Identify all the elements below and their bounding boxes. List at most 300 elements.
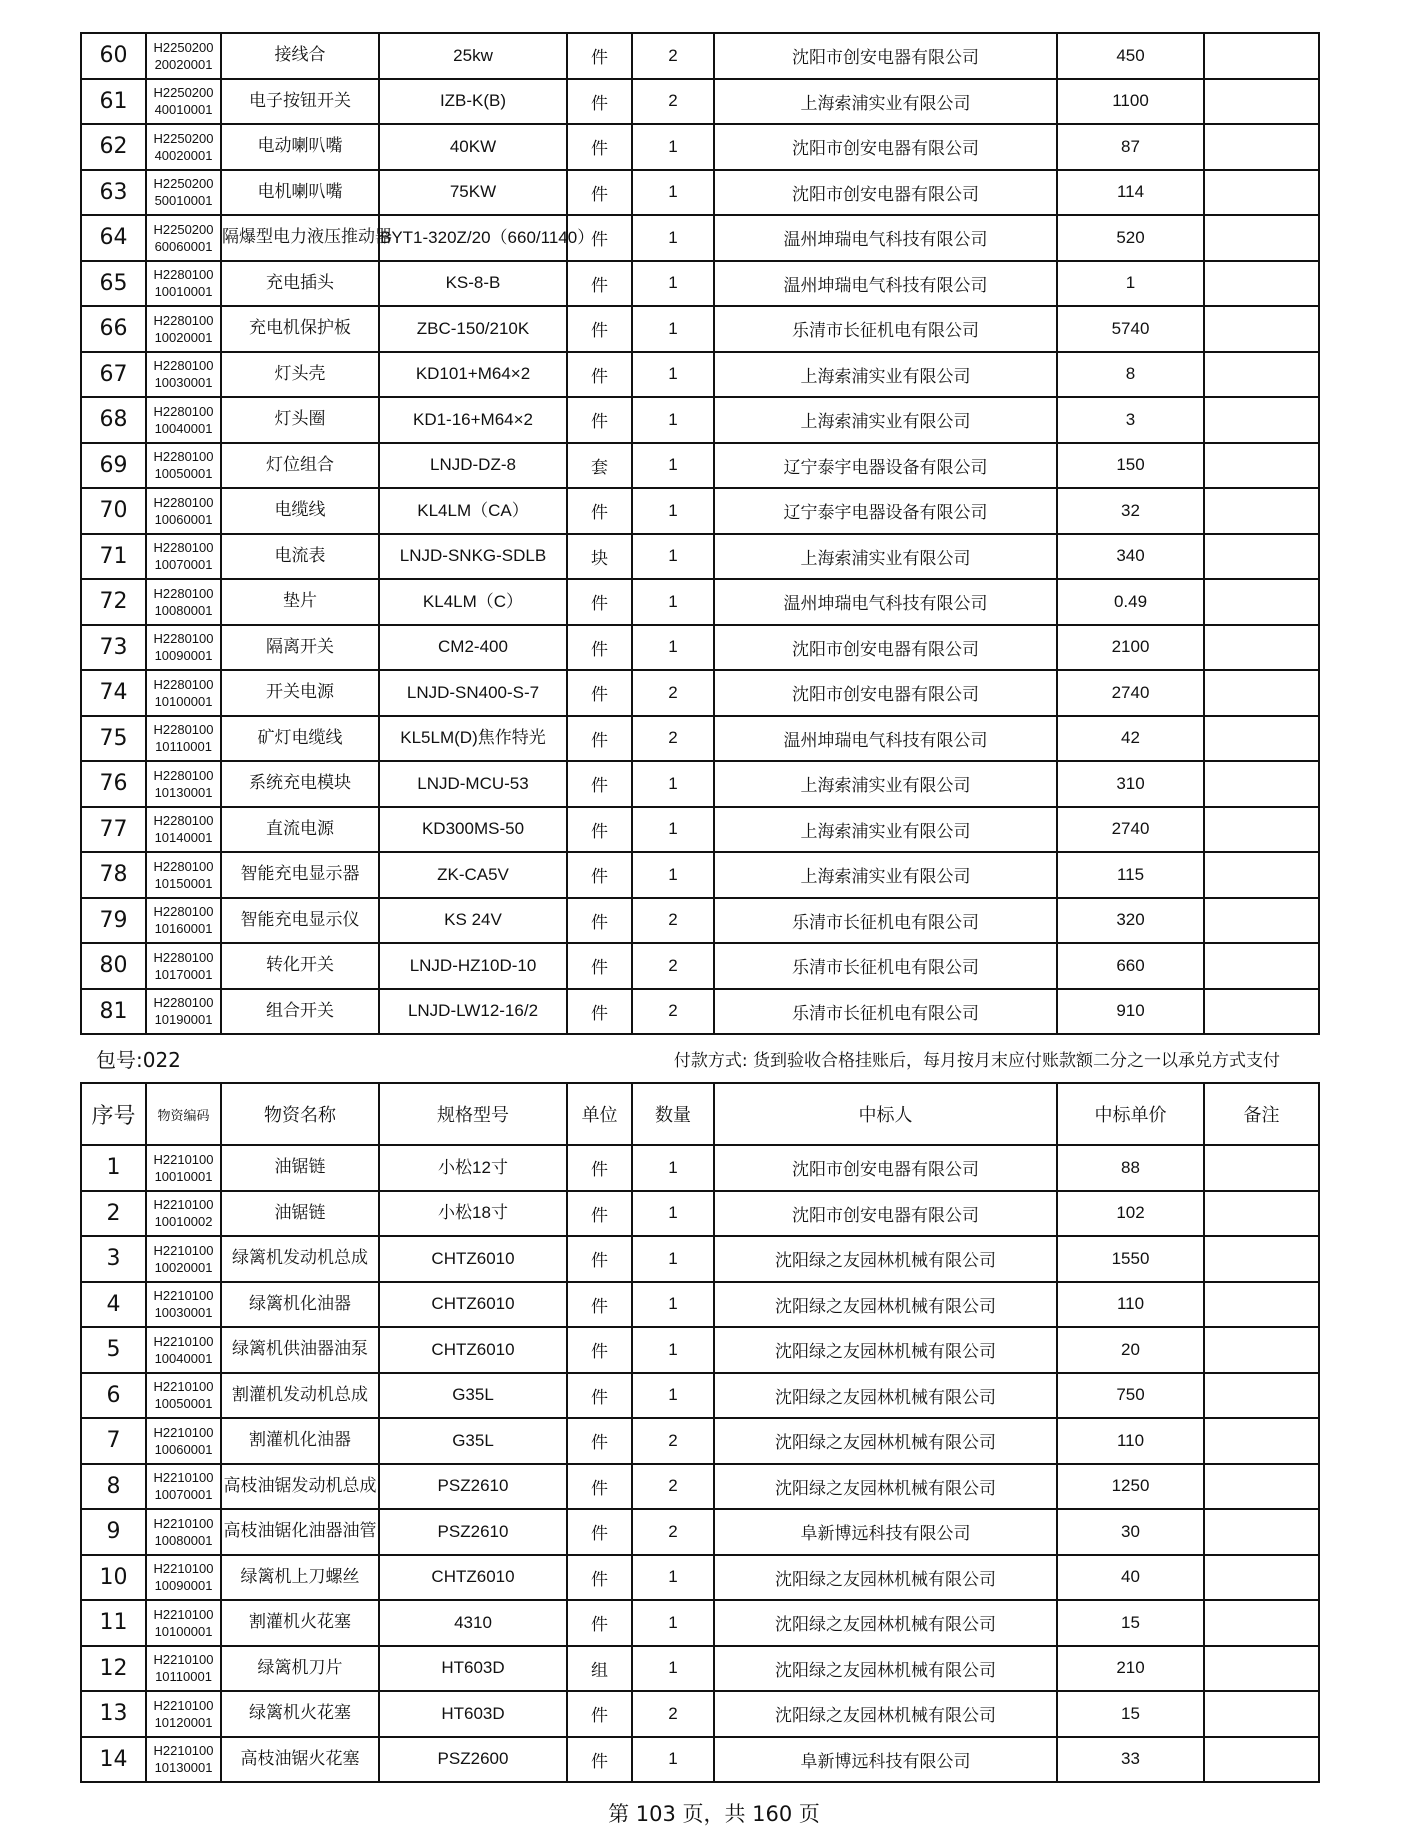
cell-price: 40 (1057, 1555, 1204, 1601)
cell-remark (1204, 170, 1319, 216)
cell-code (146, 1373, 221, 1419)
cell-name: 直流电源 (221, 807, 379, 853)
cell-code (146, 579, 221, 625)
code-line-2: 10020001 (154, 329, 213, 345)
cell-remark (1204, 943, 1319, 989)
header-code: 物资编码 (146, 1083, 221, 1145)
cell-spec: LNJD-MCU-53 (379, 761, 567, 807)
code-line-1: H2210100 (153, 1288, 214, 1304)
cell-unit: 件 (567, 1327, 632, 1373)
cell-seq: 7 (81, 1418, 146, 1464)
cell-seq: 73 (81, 625, 146, 671)
code-line-1: H2210100 (153, 1652, 214, 1668)
cell-price: 1550 (1057, 1236, 1204, 1282)
cell-qty: 2 (632, 943, 714, 989)
cell-unit: 件 (567, 170, 632, 216)
cell-seq: 68 (81, 397, 146, 443)
code-line-2: 10030001 (154, 1305, 213, 1321)
cell-name: 割灌机发动机总成 (221, 1373, 379, 1419)
cell-name: 充电插头 (221, 261, 379, 307)
cell-winner: 阜新博远科技有限公司 (714, 1509, 1057, 1555)
code-line-2: 10140001 (154, 830, 213, 846)
cell-price: 2100 (1057, 625, 1204, 671)
cell-seq: 9 (81, 1509, 146, 1555)
cell-seq: 67 (81, 352, 146, 398)
cell-name: 绿篱机化油器 (221, 1282, 379, 1328)
cell-remark (1204, 124, 1319, 170)
cell-unit: 件 (567, 1600, 632, 1646)
code-line-1: H2280100 (153, 767, 214, 783)
table-row (81, 306, 1319, 352)
code-line-1: H2210100 (153, 1333, 214, 1349)
cell-remark (1204, 1600, 1319, 1646)
cell-unit: 件 (567, 79, 632, 125)
cell-code (146, 534, 221, 580)
cell-price: 110 (1057, 1282, 1204, 1328)
cell-unit: 件 (567, 852, 632, 898)
cell-winner: 温州坤瑞电气科技有限公司 (714, 579, 1057, 625)
code-line-1: H2280100 (153, 631, 214, 647)
cell-name: 灯头壳 (221, 352, 379, 398)
cell-qty: 1 (632, 124, 714, 170)
header-spec: 规格型号 (379, 1083, 567, 1145)
cell-seq: 66 (81, 306, 146, 352)
cell-winner: 辽宁泰宇电器设备有限公司 (714, 488, 1057, 534)
code-line-2: 10110001 (155, 1669, 212, 1685)
table-row (81, 79, 1319, 125)
cell-unit: 件 (567, 124, 632, 170)
code-line-2: 10120001 (154, 1714, 213, 1730)
code-line-2: 10080001 (154, 602, 213, 618)
table-header-row (81, 1083, 1319, 1145)
cell-unit: 件 (567, 579, 632, 625)
cell-code (146, 1737, 221, 1783)
cell-price: 30 (1057, 1509, 1204, 1555)
cell-remark (1204, 989, 1319, 1035)
table-row (81, 352, 1319, 398)
cell-spec: KD300MS-50 (379, 807, 567, 853)
code-line-2: 20020001 (154, 56, 213, 72)
cell-unit: 件 (567, 488, 632, 534)
cell-seq: 1 (81, 1145, 146, 1191)
cell-qty: 2 (632, 1464, 714, 1510)
cell-price: 110 (1057, 1418, 1204, 1464)
cell-unit: 件 (567, 1236, 632, 1282)
cell-price: 88 (1057, 1145, 1204, 1191)
cell-qty: 1 (632, 761, 714, 807)
cell-remark (1204, 716, 1319, 762)
cell-spec: CHTZ6010 (379, 1327, 567, 1373)
cell-remark (1204, 79, 1319, 125)
cell-spec: CM2-400 (379, 625, 567, 671)
code-line-2: 10100001 (154, 1623, 213, 1639)
cell-remark (1204, 625, 1319, 671)
cell-code (146, 124, 221, 170)
cell-qty: 2 (632, 898, 714, 944)
cell-qty: 1 (632, 852, 714, 898)
cell-price: 87 (1057, 124, 1204, 170)
cell-winner: 沈阳绿之友园林机械有限公司 (714, 1646, 1057, 1692)
cell-code (146, 488, 221, 534)
cell-winner: 乐清市长征机电有限公司 (714, 943, 1057, 989)
cell-winner: 阜新博远科技有限公司 (714, 1737, 1057, 1783)
cell-unit: 件 (567, 352, 632, 398)
code-line-2: 10040001 (154, 420, 213, 436)
cell-unit: 件 (567, 261, 632, 307)
code-line-2: 10130001 (154, 1760, 213, 1776)
cell-remark (1204, 1646, 1319, 1692)
table-row (81, 670, 1319, 716)
cell-price: 2740 (1057, 670, 1204, 716)
code-line-1: H2280100 (153, 267, 214, 283)
cell-price: 15 (1057, 1691, 1204, 1737)
header-unit: 单位 (567, 1083, 632, 1145)
cell-code (146, 1327, 221, 1373)
cell-qty: 1 (632, 306, 714, 352)
code-line-1: H2250200 (153, 39, 214, 55)
cell-remark (1204, 443, 1319, 489)
cell-name: 电流表 (221, 534, 379, 580)
cell-seq: 60 (81, 33, 146, 79)
cell-remark (1204, 1373, 1319, 1419)
cell-remark (1204, 761, 1319, 807)
cell-remark (1204, 1555, 1319, 1601)
cell-qty: 2 (632, 79, 714, 125)
code-line-1: H2280100 (153, 312, 214, 328)
cell-unit: 件 (567, 716, 632, 762)
code-line-2: 10060001 (154, 1441, 213, 1457)
cell-remark (1204, 1418, 1319, 1464)
cell-name: 转化开关 (221, 943, 379, 989)
cell-spec: 25kw (379, 33, 567, 79)
cell-name: 智能充电显示器 (221, 852, 379, 898)
cell-winner: 上海索浦实业有限公司 (714, 534, 1057, 580)
cell-seq: 72 (81, 579, 146, 625)
cell-qty: 1 (632, 1236, 714, 1282)
code-line-2: 10070001 (154, 1487, 213, 1503)
cell-spec: G35L (379, 1373, 567, 1419)
cell-seq: 11 (81, 1600, 146, 1646)
cell-winner: 沈阳市创安电器有限公司 (714, 124, 1057, 170)
cell-seq: 65 (81, 261, 146, 307)
cell-seq: 2 (81, 1191, 146, 1237)
code-line-1: H2210100 (153, 1424, 214, 1440)
cell-price: 310 (1057, 761, 1204, 807)
code-line-1: H2280100 (153, 995, 214, 1011)
cell-qty: 1 (632, 1373, 714, 1419)
code-line-2: 10050001 (154, 466, 213, 482)
code-line-1: H2280100 (153, 858, 214, 874)
code-line-2: 10050001 (154, 1396, 213, 1412)
cell-spec: KD101+M64×2 (379, 352, 567, 398)
cell-spec: LNJD-DZ-8 (379, 443, 567, 489)
cell-seq: 81 (81, 989, 146, 1035)
code-line-2: 60060001 (154, 238, 213, 254)
cell-name: 电机喇叭嘴 (221, 170, 379, 216)
cell-seq: 61 (81, 79, 146, 125)
cell-unit: 件 (567, 215, 632, 261)
cell-unit: 件 (567, 989, 632, 1035)
cell-code (146, 1555, 221, 1601)
table-row (81, 1191, 1319, 1237)
code-line-1: H2250200 (153, 176, 214, 192)
cell-unit: 件 (567, 397, 632, 443)
cell-remark (1204, 1509, 1319, 1555)
cell-name: 开关电源 (221, 670, 379, 716)
cell-winner: 沈阳市创安电器有限公司 (714, 1145, 1057, 1191)
cell-spec: 40KW (379, 124, 567, 170)
cell-spec: CHTZ6010 (379, 1236, 567, 1282)
cell-remark (1204, 1191, 1319, 1237)
table-row (81, 761, 1319, 807)
cell-seq: 78 (81, 852, 146, 898)
cell-winner: 温州坤瑞电气科技有限公司 (714, 261, 1057, 307)
code-line-2: 40020001 (154, 147, 213, 163)
cell-price: 42 (1057, 716, 1204, 762)
cell-unit: 件 (567, 33, 632, 79)
table-row (81, 1236, 1319, 1282)
cell-seq: 80 (81, 943, 146, 989)
cell-qty: 2 (632, 670, 714, 716)
cell-remark (1204, 1145, 1319, 1191)
header-name: 物资名称 (221, 1083, 379, 1145)
cell-unit: 件 (567, 1737, 632, 1783)
cell-spec: G35L (379, 1418, 567, 1464)
table-row (81, 124, 1319, 170)
table-row (81, 1600, 1319, 1646)
items-table-top (80, 32, 1320, 1035)
table-row (81, 989, 1319, 1035)
page-footer: 第 103 页，共 160 页 (608, 1802, 820, 1826)
code-line-1: H2280100 (153, 494, 214, 510)
cell-price: 20 (1057, 1327, 1204, 1373)
cell-remark (1204, 33, 1319, 79)
cell-code (146, 716, 221, 762)
header-remark: 备注 (1204, 1083, 1319, 1145)
code-line-2: 10160001 (154, 921, 213, 937)
table-row (81, 1282, 1319, 1328)
cell-name: 垫片 (221, 579, 379, 625)
cell-name: 隔离开关 (221, 625, 379, 671)
cell-name: 系统充电模块 (221, 761, 379, 807)
code-line-1: H2210100 (153, 1743, 214, 1759)
cell-name: 矿灯电缆线 (221, 716, 379, 762)
cell-seq: 64 (81, 215, 146, 261)
cell-unit: 件 (567, 943, 632, 989)
cell-winner: 沈阳绿之友园林机械有限公司 (714, 1464, 1057, 1510)
cell-price: 660 (1057, 943, 1204, 989)
cell-code (146, 79, 221, 125)
cell-name: 高枝油锯火花塞 (221, 1737, 379, 1783)
cell-name: 电子按钮开关 (221, 79, 379, 125)
cell-code (146, 261, 221, 307)
cell-spec: 小松18寸 (379, 1191, 567, 1237)
code-line-1: H2210100 (153, 1151, 214, 1167)
cell-remark (1204, 1464, 1319, 1510)
table-row (81, 1145, 1319, 1191)
code-line-2: 40010001 (154, 102, 213, 118)
code-line-2: 10090001 (154, 1578, 213, 1594)
cell-name: 灯头圈 (221, 397, 379, 443)
cell-name: 接线合 (221, 33, 379, 79)
cell-price: 32 (1057, 488, 1204, 534)
cell-remark (1204, 579, 1319, 625)
table-row (81, 261, 1319, 307)
cell-winner: 辽宁泰宇电器设备有限公司 (714, 443, 1057, 489)
code-line-1: H2280100 (153, 722, 214, 738)
cell-winner: 沈阳绿之友园林机械有限公司 (714, 1373, 1057, 1419)
cell-remark (1204, 1282, 1319, 1328)
cell-spec: ZBC-150/210K (379, 306, 567, 352)
cell-qty: 2 (632, 1691, 714, 1737)
code-line-2: 10190001 (154, 1012, 213, 1028)
cell-seq: 62 (81, 124, 146, 170)
cell-seq: 77 (81, 807, 146, 853)
cell-code (146, 397, 221, 443)
cell-spec: PSZ2600 (379, 1737, 567, 1783)
cell-code (146, 306, 221, 352)
cell-seq: 12 (81, 1646, 146, 1692)
code-line-1: H2210100 (153, 1379, 214, 1395)
cell-name: 绿篱机上刀螺丝 (221, 1555, 379, 1601)
cell-qty: 2 (632, 1418, 714, 1464)
cell-code (146, 761, 221, 807)
cell-qty: 1 (632, 397, 714, 443)
cell-unit: 件 (567, 1418, 632, 1464)
cell-code (146, 1464, 221, 1510)
cell-seq: 4 (81, 1282, 146, 1328)
code-line-2: 10030001 (154, 375, 213, 391)
cell-seq: 79 (81, 898, 146, 944)
cell-seq: 69 (81, 443, 146, 489)
cell-winner: 沈阳市创安电器有限公司 (714, 170, 1057, 216)
cell-unit: 件 (567, 1509, 632, 1555)
cell-spec: IZB-K(B) (379, 79, 567, 125)
cell-price: 910 (1057, 989, 1204, 1035)
table-row (81, 1509, 1319, 1555)
cell-qty: 1 (632, 443, 714, 489)
cell-qty: 1 (632, 625, 714, 671)
cell-price: 450 (1057, 33, 1204, 79)
cell-winner: 乐清市长征机电有限公司 (714, 306, 1057, 352)
cell-spec: KS 24V (379, 898, 567, 944)
cell-code (146, 625, 221, 671)
cell-spec: LNJD-SNKG-SDLB (379, 534, 567, 580)
cell-seq: 14 (81, 1737, 146, 1783)
cell-code (146, 852, 221, 898)
cell-spec: KL4LM（CA） (379, 488, 567, 534)
cell-qty: 1 (632, 1646, 714, 1692)
cell-price: 1250 (1057, 1464, 1204, 1510)
cell-remark (1204, 352, 1319, 398)
cell-remark (1204, 1691, 1319, 1737)
cell-spec: CHTZ6010 (379, 1282, 567, 1328)
table-row (81, 852, 1319, 898)
cell-price: 114 (1057, 170, 1204, 216)
cell-qty: 1 (632, 1327, 714, 1373)
cell-code (146, 1646, 221, 1692)
cell-name: 智能充电显示仪 (221, 898, 379, 944)
code-line-1: H2280100 (153, 358, 214, 374)
code-line-1: H2210100 (153, 1242, 214, 1258)
code-line-1: H2250200 (153, 85, 214, 101)
cell-code (146, 1282, 221, 1328)
cell-unit: 件 (567, 670, 632, 716)
cell-code (146, 1236, 221, 1282)
code-line-1: H2210100 (153, 1197, 214, 1213)
cell-winner: 沈阳市创安电器有限公司 (714, 33, 1057, 79)
cell-remark (1204, 1737, 1319, 1783)
cell-price: 1 (1057, 261, 1204, 307)
code-line-2: 10080001 (154, 1532, 213, 1548)
cell-winner: 沈阳市创安电器有限公司 (714, 625, 1057, 671)
cell-spec: BYT1-320Z/20（660/1140） (379, 215, 567, 261)
cell-qty: 1 (632, 170, 714, 216)
cell-spec: KL4LM（C） (379, 579, 567, 625)
cell-qty: 1 (632, 807, 714, 853)
cell-name: 绿篱机火花塞 (221, 1691, 379, 1737)
cell-winner: 温州坤瑞电气科技有限公司 (714, 215, 1057, 261)
code-line-2: 10020001 (154, 1259, 213, 1275)
cell-name: 组合开关 (221, 989, 379, 1035)
cell-unit: 件 (567, 807, 632, 853)
cell-code (146, 807, 221, 853)
cell-qty: 1 (632, 1145, 714, 1191)
code-line-2: 10070001 (154, 557, 213, 573)
code-line-1: H2210100 (153, 1606, 214, 1622)
cell-unit: 件 (567, 761, 632, 807)
code-line-2: 10100001 (154, 693, 213, 709)
cell-unit: 件 (567, 306, 632, 352)
cell-price: 15 (1057, 1600, 1204, 1646)
cell-seq: 76 (81, 761, 146, 807)
table-row (81, 1373, 1319, 1419)
code-line-2: 10010001 (154, 1168, 213, 1184)
cell-seq: 6 (81, 1373, 146, 1419)
cell-remark (1204, 397, 1319, 443)
table-row (81, 1691, 1319, 1737)
cell-seq: 74 (81, 670, 146, 716)
cell-seq: 13 (81, 1691, 146, 1737)
header-seq: 序号 (81, 1083, 146, 1145)
table-row (81, 1418, 1319, 1464)
code-line-1: H2280100 (153, 949, 214, 965)
table-row (81, 488, 1319, 534)
table-row (81, 898, 1319, 944)
code-line-1: H2210100 (153, 1515, 214, 1531)
code-line-1: H2280100 (153, 403, 214, 419)
cell-price: 0.49 (1057, 579, 1204, 625)
header-price: 中标单价 (1057, 1083, 1204, 1145)
code-line-1: H2280100 (153, 449, 214, 465)
cell-winner: 沈阳绿之友园林机械有限公司 (714, 1555, 1057, 1601)
cell-name: 电动喇叭嘴 (221, 124, 379, 170)
package-label: 包号:022 (96, 1048, 181, 1072)
cell-name: 灯位组合 (221, 443, 379, 489)
table-row (81, 625, 1319, 671)
cell-winner: 沈阳绿之友园林机械有限公司 (714, 1236, 1057, 1282)
code-line-2: 10010002 (154, 1214, 213, 1230)
code-line-1: H2250200 (153, 221, 214, 237)
cell-qty: 2 (632, 1509, 714, 1555)
cell-remark (1204, 306, 1319, 352)
cell-winner: 温州坤瑞电气科技有限公司 (714, 716, 1057, 762)
cell-qty: 1 (632, 1191, 714, 1237)
table-row (81, 807, 1319, 853)
cell-price: 1100 (1057, 79, 1204, 125)
cell-price: 750 (1057, 1373, 1204, 1419)
code-line-1: H2280100 (153, 585, 214, 601)
